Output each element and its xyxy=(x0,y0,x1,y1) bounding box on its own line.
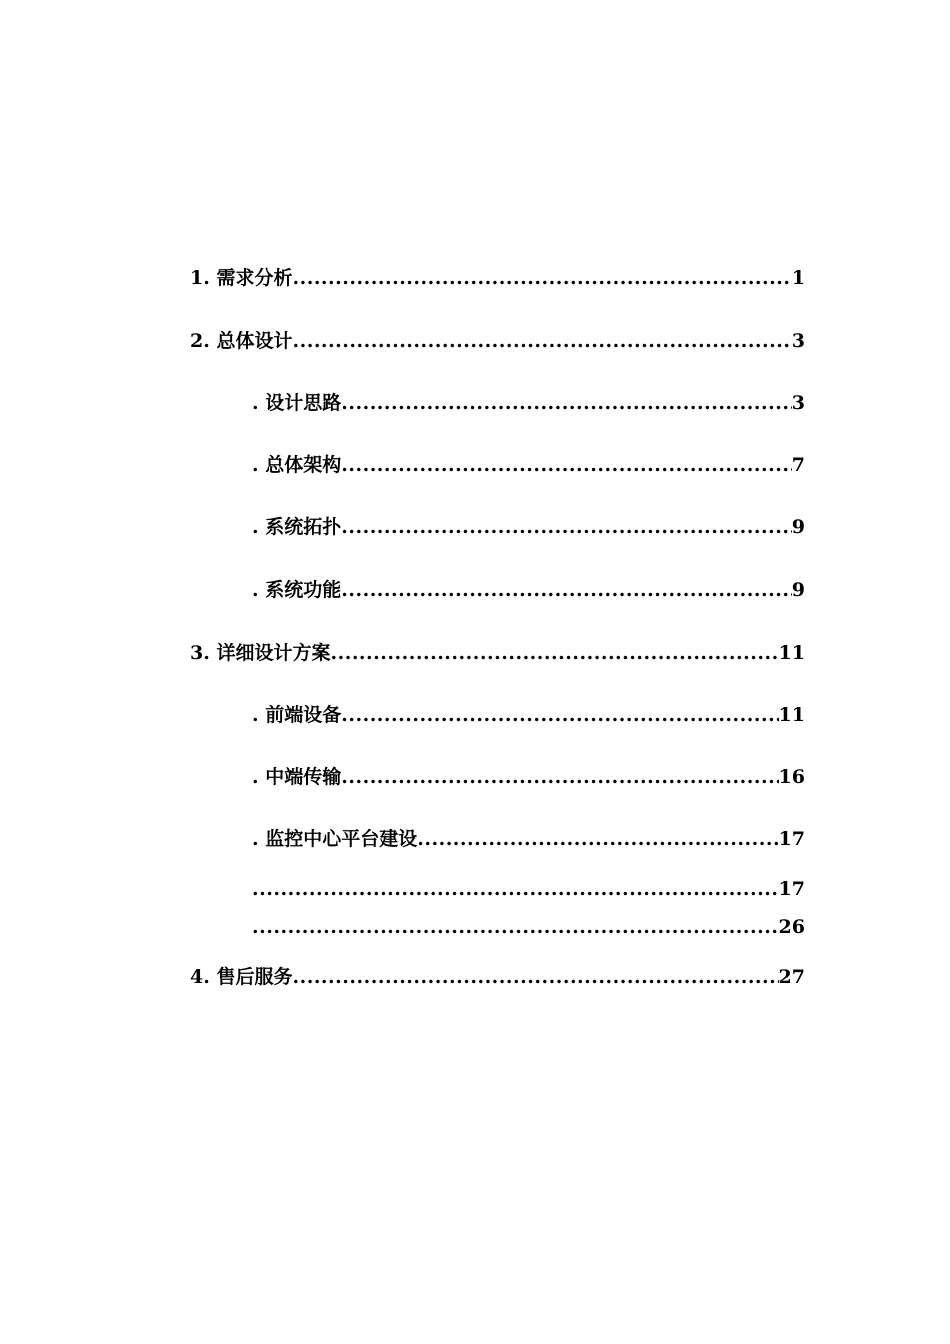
toc-entry[interactable] xyxy=(190,641,805,665)
toc-entry-page: 9 xyxy=(791,579,805,601)
toc-entry-title: . 前端设备 xyxy=(252,704,342,726)
toc-entry[interactable] xyxy=(252,578,805,602)
toc-entry-page: 3 xyxy=(791,392,805,414)
toc-entry-number: 3 xyxy=(190,642,204,664)
toc-entry-page: 26 xyxy=(778,916,805,938)
toc-dot-leader xyxy=(330,641,778,665)
toc-dot-leader xyxy=(292,329,791,353)
toc-dot-leader xyxy=(252,915,779,939)
toc-entry-title: . 系统功能 xyxy=(252,579,342,601)
toc-entry-page: 1 xyxy=(791,267,805,289)
toc-dot-leader xyxy=(341,515,792,539)
toc-entry[interactable] xyxy=(252,915,805,939)
toc-entry[interactable] xyxy=(252,453,805,477)
toc-entry-page: 16 xyxy=(778,766,805,788)
toc-entry-number: 2 xyxy=(190,330,204,352)
toc-entry[interactable] xyxy=(190,965,805,989)
toc-entry[interactable] xyxy=(252,877,805,901)
toc-entry[interactable] xyxy=(252,515,805,539)
toc-entry-title: . 设计思路 xyxy=(252,392,342,414)
toc-entry-page: 17 xyxy=(778,828,805,850)
toc-dot-leader xyxy=(292,266,791,290)
toc-dot-leader xyxy=(341,391,792,415)
toc-entry[interactable] xyxy=(252,827,805,851)
toc-entry-page: 27 xyxy=(778,966,805,988)
toc-entry-title: . 总体设计 xyxy=(203,330,293,352)
toc-entry-number: 1 xyxy=(190,267,204,289)
toc-entry-title: . 中端传输 xyxy=(252,766,342,788)
toc-dot-leader xyxy=(341,703,778,727)
toc-dot-leader xyxy=(341,453,792,477)
toc-entry-title: . 总体架构 xyxy=(252,454,342,476)
toc-entry-page: 7 xyxy=(791,454,805,476)
toc-entry-title: . 详细设计方案 xyxy=(203,642,331,664)
toc-entry-page: 11 xyxy=(778,704,805,726)
toc-dot-leader xyxy=(341,578,792,602)
toc-entry[interactable] xyxy=(190,266,805,290)
toc-entry[interactable] xyxy=(252,703,805,727)
toc-entry-number: 4 xyxy=(190,966,204,988)
toc-entry-page: 3 xyxy=(791,330,805,352)
toc-entry-page: 11 xyxy=(778,642,805,664)
toc-entry-title: . 监控中心平台建设 xyxy=(252,828,418,850)
toc-entry-page: 9 xyxy=(791,516,805,538)
toc-entry-title: . 系统拓扑 xyxy=(252,516,342,538)
toc-dot-leader xyxy=(252,877,779,901)
toc-entry[interactable] xyxy=(190,329,805,353)
toc-dot-leader xyxy=(341,765,778,789)
toc-entry-page: 17 xyxy=(778,878,805,900)
toc-entry[interactable] xyxy=(252,391,805,415)
toc-entry-title: . 售后服务 xyxy=(203,966,293,988)
toc-dot-leader xyxy=(292,965,778,989)
toc-dot-leader xyxy=(417,827,778,851)
toc-entry[interactable] xyxy=(252,765,805,789)
toc-entry-title: . 需求分析 xyxy=(203,267,293,289)
